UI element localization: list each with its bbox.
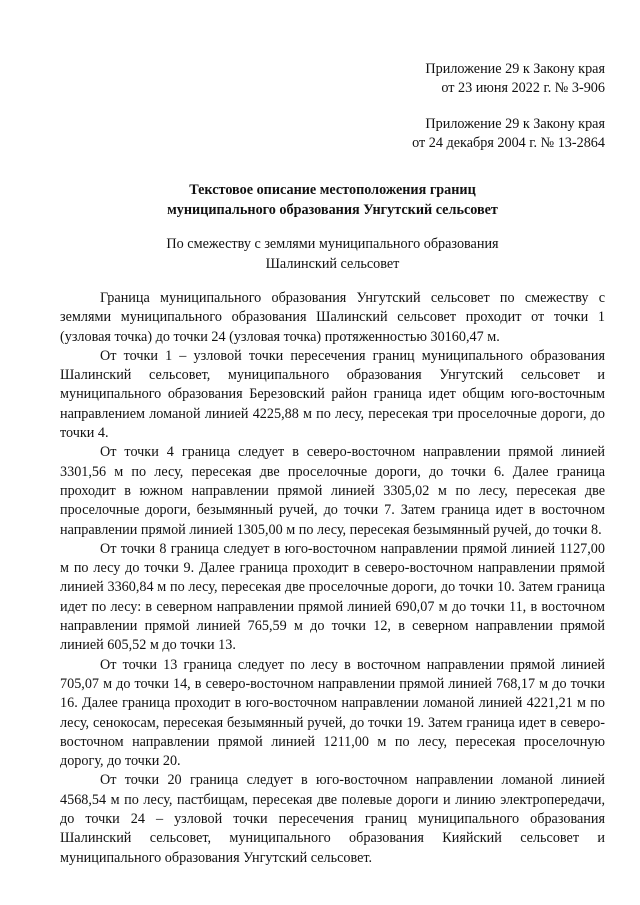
paragraph-2: От точки 1 – узловой точки пересечения границ муниципального образования Шалинский сельсовет, муниципального образования Унгутский сельсовет и муниципального образования Березовский район граница идет общим юго-восточным направлением ломаной линией 4225,88 м по лесу, пересекая три проселочные дороги, до точки 4. (60, 347, 605, 442)
paragraph-6: От точки 20 граница следует в юго-восточном направлении ломаной линией 4568,54 м по лесу, пастбищам, пересекая две полевые дороги и линию электропередачи, до точки 24 – узловой точки пересечения границ муниципального образования Шалинский сельсовет, муниципального образования Кияйский сельсовет и муниципального образования Унгутский сельсовет. (60, 772, 605, 866)
paragraph-3: От точки 4 граница следует в северо-восточном направлении прямой линией 3301,56 м по лесу, пересекая две проселочные дороги, до точки 6. Далее граница проходит в южном направлении прямой линией 3305,02 м по лесу, пересекая две проселочные дороги, безымянный ручей, до точки 7. Затем граница идет в восточном направлении прямой линией 1305,00 м по лесу, пересекая безымянный ручей, до точки 8. (60, 444, 605, 538)
document-title (60, 181, 605, 220)
annex-reference-original (412, 115, 605, 153)
section-heading-line-1: По смежеству с землями муниципального образования (166, 236, 499, 252)
annex-line: Приложение 29 к Закону края (425, 116, 605, 132)
annex-line: Приложение 29 к Закону края (425, 61, 605, 77)
annex-date-line: от 24 декабря 2004 г. № 13-2864 (412, 135, 605, 151)
title-line-1: Текстовое описание местоположения границ (189, 182, 476, 198)
document-body (60, 289, 605, 868)
paragraph-5: От точки 13 граница следует по лесу в восточном направлении прямой линией 705,07 м до точки 14, в северо-восточном направлении прямой линией 768,17 м до точки 16. Далее граница проходит в юго-восточном направлении ломаной линией 4221,21 м по лесу, сенокосам, пересекая безымянный ручей, до точки 19. Затем граница идет в северо-восточном направлении прямой линией 1211,00 м по лесу, пересекая проселочную дорогу, до точки 20. (60, 656, 605, 770)
paragraph-1: Граница муниципального образования Унгутский сельсовет по смежеству с землями муниципального образования Шалинский сельсовет проходит от точки 1 (узловая точка) до точки 24 (узловая точка) протяженностью 30160,47 м. (60, 290, 605, 345)
section-heading-line-2: Шалинский сельсовет (265, 255, 400, 272)
title-line-2: муниципального образования Унгутский сельсовет (167, 201, 498, 218)
paragraph-4: От точки 8 граница следует в юго-восточном направлении прямой линией 1127,00 м по лесу до точки 9. Далее граница проходит в северо-восточном направлении прямой линией 3360,84 м по лесу, пересекая две проселочные дороги, до точки 10. Затем граница идет по лесу: в северном направлении прямой линией 690,07 м до точки 11, в восточном направлении прямой линией 765,59 м до точки 12, в северном направлении прямой линией 605,52 м до точки 13. (60, 540, 605, 654)
annex-date-line: от 23 июня 2022 г. № 3-906 (441, 80, 605, 96)
annex-reference-current (425, 60, 605, 98)
section-heading (60, 235, 605, 274)
